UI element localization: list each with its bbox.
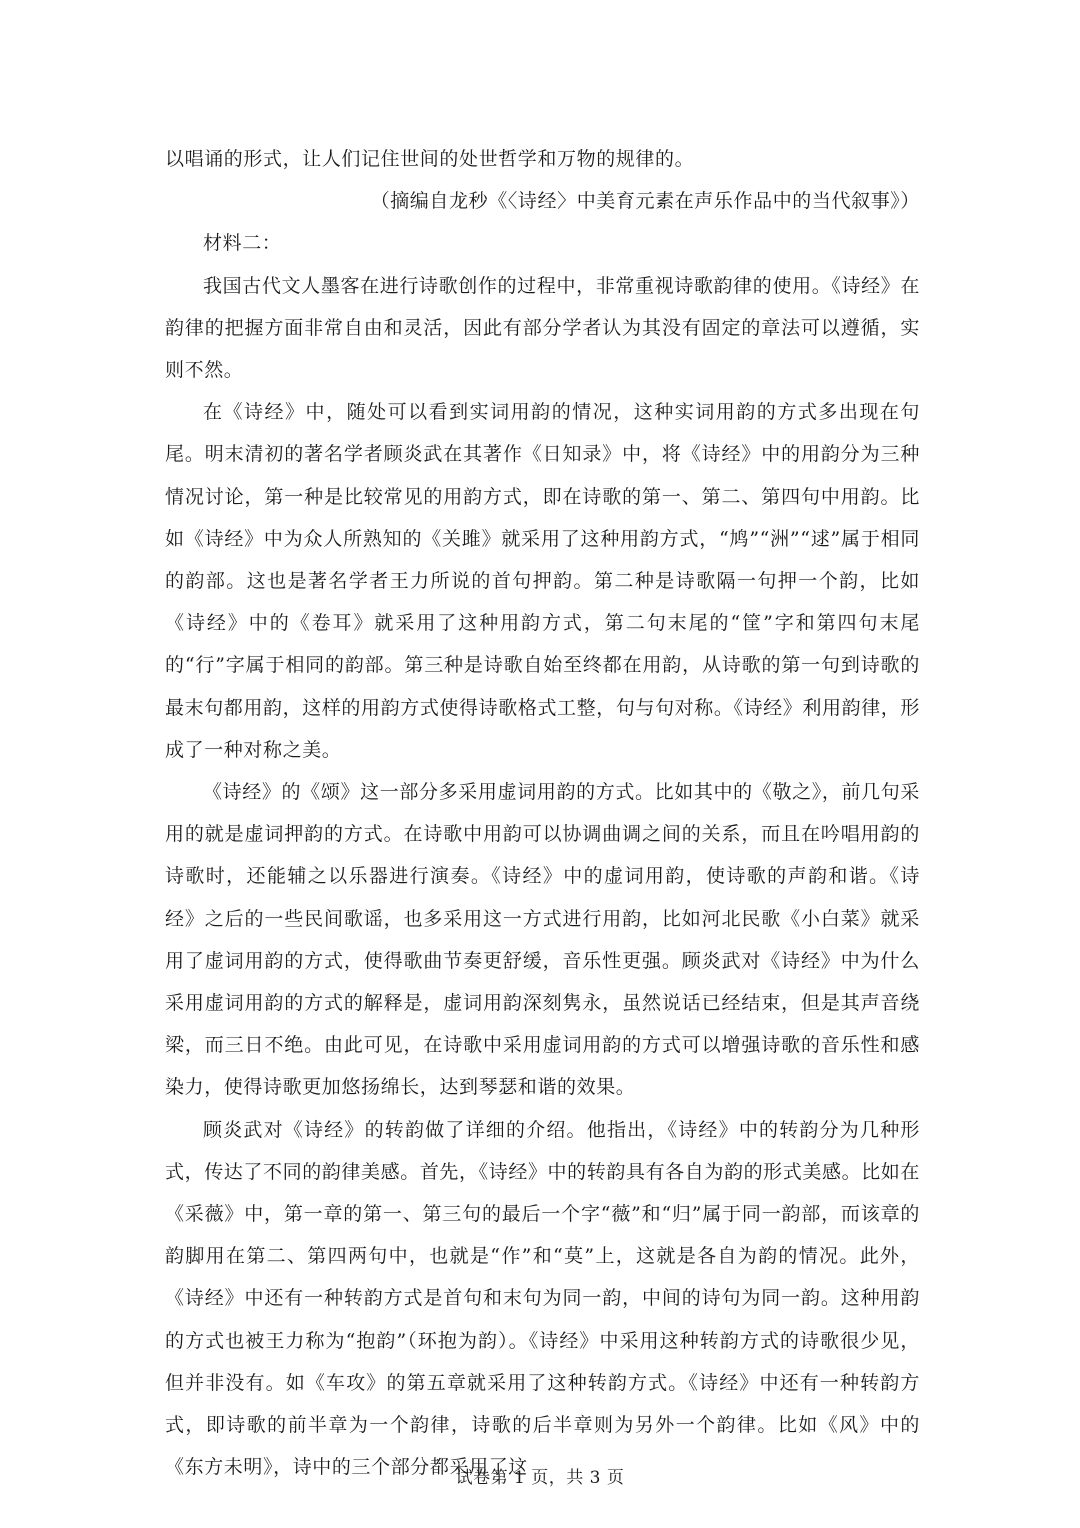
continuation-text: 以唱诵的形式，让人们记住世间的处世哲学和万物的规律的。 <box>165 148 695 170</box>
source-citation: （摘编自龙秒《〈诗经〉中美育元素在声乐作品中的当代叙事》） <box>370 190 920 213</box>
page-footer: 试卷第 1 页，共 3 页 <box>455 1468 625 1488</box>
paragraph: 顾炎武对《诗经》的转韵做了详细的介绍。他指出，《诗经》中的转韵分为几种形式，传达了不同的韵律美感。首先，《诗经》中的转韵具有各自为韵的形式美感。比如在《采薇》中，第一章的第一、第三句的最后一个字“薇”和“归”属于同一韵部，而该章的韵脚用在第二、第四两句中，也就是“作”和“莫”上，这就是各自为韵的情况。此外，《诗经》中还有一种转韵方式是首句和末句为同一韵，中间的诗句为同一韵。这种用韵的方式也被王力称为“抱韵”（环抱为韵）。《诗经》中采用这种转韵方式的诗歌很少见，但并非没有。如《车攻》的第五章就采用了这种转韵方式。《诗经》中还有一种转韵方式，即诗歌的前半章为一个韵律，诗歌的后半章则为另外一个韵律。比如《风》中的《东方未明》，诗中的三个部分都采用了这 <box>165 1118 920 1479</box>
document-body <box>165 138 920 1489</box>
paragraph: 我国古代文人墨客在进行诗歌创作的过程中，非常重视诗歌韵律的使用。《诗经》在韵律的把握方面非常自由和灵活，因此有部分学者认为其没有固定的章法可以遵循，实则不然。 <box>165 274 920 382</box>
paragraph: 在《诗经》中，随处可以看到实词用韵的情况，这种实词用韵的方式多出现在句尾。明末清初的著名学者顾炎武在其著作《日知录》中，将《诗经》中的用韵分为三种情况讨论，第一种是比较常见的用韵方式，即在诗歌的第一、第二、第四句中用韵。比如《诗经》中为众人所熟知的《关雎》就采用了这种用韵方式，“鸠”“洲”“逑”属于相同的韵部。这也是著名学者王力所说的首句押韵。第二种是诗歌隔一句押一个韵，比如《诗经》中的《卷耳》就采用了这种用韵方式，第二句末尾的“筐”字和第四句末尾的“行”字属于相同的韵部。第三种是诗歌自始至终都在用韵，从诗歌的第一句到诗歌的最末句都用韵，这样的用韵方式使得诗歌格式工整，句与句对称。《诗经》利用韵律，形成了一种对称之美。 <box>165 401 920 761</box>
paragraph: 《诗经》的《颂》这一部分多采用虚词用韵的方式。比如其中的《敬之》，前几句采用的就是虚词押韵的方式。在诗歌中用韵可以协调曲调之间的关系，而且在吟唱用韵的诗歌时，还能辅之以乐器进行演奏。《诗经》中的虚词用韵，使诗歌的声韵和谐。《诗经》之后的一些民间歌谣，也多采用这一方式进行用韵，比如河北民歌《小白菜》就采用了虚词用韵的方式，使得歌曲节奏更舒缓，音乐性更强。顾炎武对《诗经》中为什么采用虚词用韵的方式的解释是，虚词用韵深刻隽永，虽然说话已经结束，但是其声音绕梁，而三日不绝。由此可见，在诗歌中采用虚词用韵的方式可以增强诗歌的音乐性和感染力，使得诗歌更加悠扬绵长，达到琴瑟和谐的效果。 <box>165 781 920 1099</box>
section-heading: 材料二： <box>203 232 282 255</box>
